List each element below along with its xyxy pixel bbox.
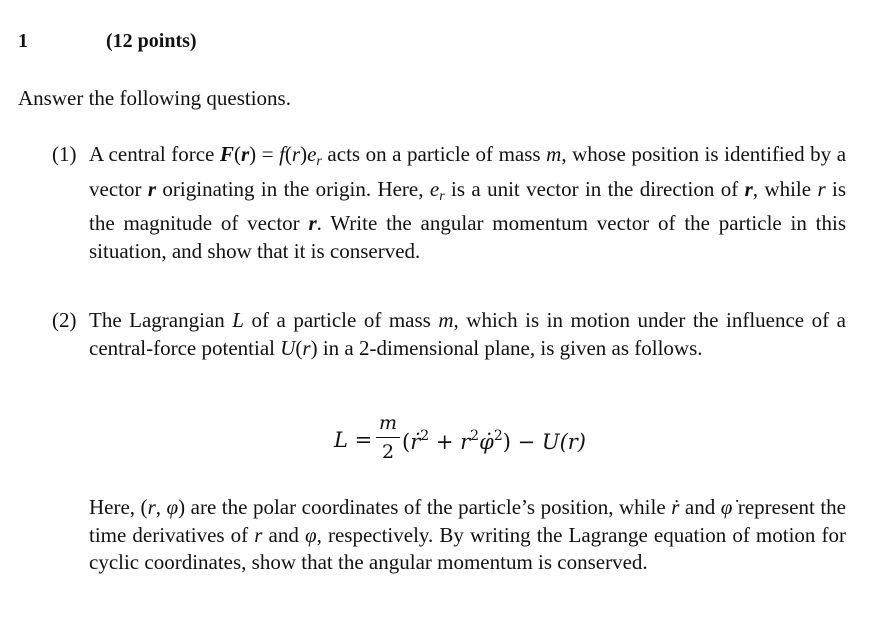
equation-rhs: (ṙ$^2$ + $r^2\varphi̇^2) - U(r)$ (402, 428, 587, 454)
question-points: (12 points) (106, 30, 197, 52)
fraction-bar (376, 437, 400, 438)
question-number: 1 (18, 30, 28, 52)
fraction-numerator: m (378, 412, 398, 434)
part-2-label: (2) (52, 308, 77, 332)
part-1-text: A central force $F(r) = f(r)e_r$ acts on a particle of mass m, whose position is identified by a vector r originating in the origin. Here, $e_r$ is a unit vector in the direction of r, while r is the magnitude of vector r. Write the angular momentum vector of the particle in this situation, and show that it is conserved. (89, 142, 847, 263)
part-1-label: (1) (52, 142, 77, 166)
part-2-text-continued: Here, (r, φ) are the polar coordinates of the particle’s position, while ṙ and φ̇ represent the time derivatives of r and φ, respectively. By writing the Lagrange equation of motion for cyclic coordinates, show that the angular momentum is conserved. (89, 495, 847, 574)
equation-lhs: L = (334, 428, 373, 452)
question-intro: Answer the following questions. (18, 86, 291, 110)
fraction-denominator: 2 (381, 441, 395, 463)
equation-fraction (376, 412, 400, 463)
part-2-text: The Lagrangian L of a particle of mass m, which is in motion under the influence of a central-force potential U(r) in a 2-dimensional plane, is given as follows. (89, 308, 846, 360)
lagrangian-equation (334, 412, 634, 472)
